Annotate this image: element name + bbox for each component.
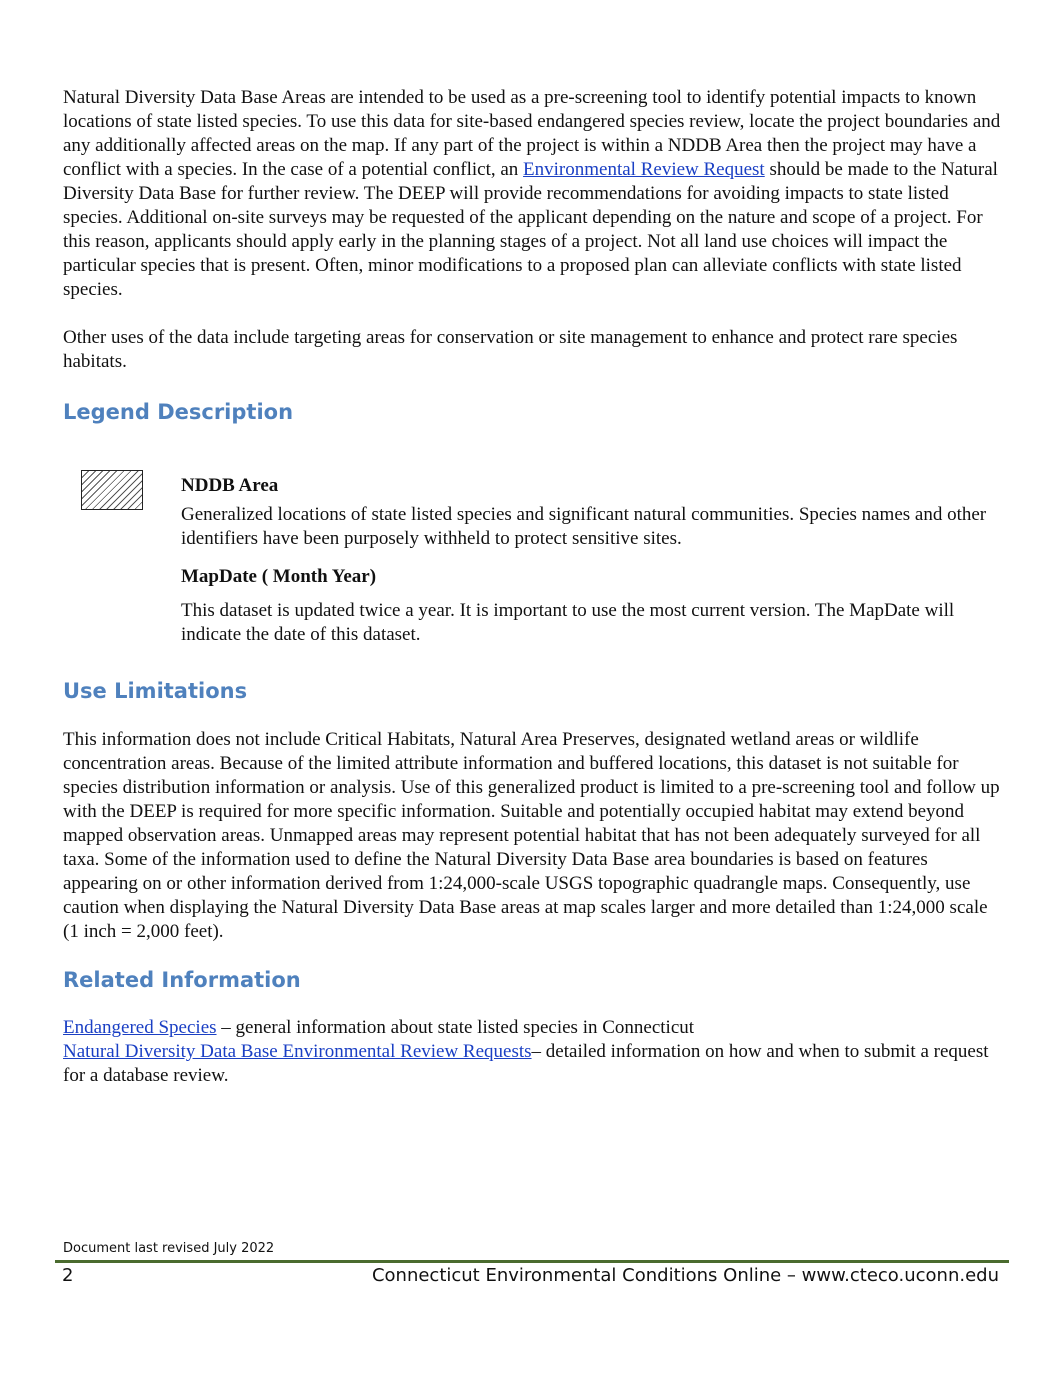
mapdate-description: This dataset is updated twice a year. It is important to use the most current version. The MapDate will indicate the date of this dataset.	[181, 600, 955, 645]
legend-item	[63, 470, 1003, 650]
use-limitations-heading: Use Limitations	[63, 679, 248, 703]
intro-paragraph	[63, 86, 1003, 302]
related-information-list	[63, 1016, 1003, 1088]
page-number: 2	[62, 1265, 74, 1286]
document-revised-note: Document last revised July 2022	[63, 1241, 275, 1256]
endangered-species-desc: – general information about state listed species in Connecticut	[216, 1017, 695, 1038]
document-body	[63, 86, 1003, 1088]
intro-text-1: Natural Diversity Data Base Areas are intended to be used as a pre-screening tool to identify potential impacts to known locations of state listed species. To use this data for site-based endangered species review, locate the project boundaries and any additionally affected areas on the map. If any part of the project is within a NDDB Area then the project may have a conflict with a species. In the case of a potential conflict, an	[63, 87, 1001, 180]
related-information-heading: Related Information	[63, 968, 301, 992]
nddb-area-title: NDDB Area	[181, 475, 279, 496]
legend-heading: Legend Description	[63, 400, 294, 424]
legend-text	[181, 474, 1001, 647]
nddb-review-requests-link[interactable]: Natural Diversity Data Base Environmental Review Requests	[63, 1041, 532, 1062]
intro-text-2: should be made to the Natural Diversity Data Base for further review. The DEEP will provide recommendations for avoiding impacts to state listed species. Additional on-site surveys may be requested of the applicant depending on the nature and scope of a project. For this reason, applicants should apply early in the planning stages of a project. Not all land use choices will impact the particular species that is present. Often, minor modifications to a proposed plan can alleviate conflicts with state listed species.	[63, 159, 998, 300]
footer-site-title: Connecticut Environmental Conditions Online – www.cteco.uconn.edu	[371, 1265, 999, 1286]
nddb-area-description: Generalized locations of state listed species and significant natural communities. Species names and other identifiers have been purposely withheld to protect sensitive sites.	[181, 504, 987, 549]
environmental-review-request-link[interactable]: Environmental Review Request	[523, 159, 765, 180]
other-uses-paragraph: Other uses of the data include targeting areas for conservation or site management to enhance and protect rare species habitats.	[63, 327, 958, 372]
use-limitations-paragraph: This information does not include Critical Habitats, Natural Area Preserves, designated wetland areas or wildlife concentration areas. Because of the limited attribute information and buffered locations, this dataset is not suitable for species distribution information or analysis. Use of this generalized product is limited to a pre-screening tool and follow up with the DEEP is required for more specific information. Suitable and potentially occupied habitat may extend beyond mapped observation areas. Unmapped areas may represent potential habitat that has not been adequately surveyed for all taxa. Some of the information used to define the Natural Diversity Data Base area boundaries is based on features appearing on or other information derived from 1:24,000-scale USGS topographic quadrangle maps. Consequently, use caution when displaying the Natural Diversity Data Base areas at map scales larger and more detailed than 1:24,000 scale (1 inch = 2,000 feet).	[63, 729, 1000, 942]
endangered-species-link[interactable]: Endangered Species	[63, 1017, 217, 1038]
nddb-area-hatch-swatch	[81, 470, 143, 510]
nddb-review-requests-desc: – detailed information on how and when to submit a request for a database review.	[63, 1041, 989, 1086]
mapdate-title: MapDate ( Month Year)	[181, 566, 377, 587]
footer-divider	[55, 1260, 1009, 1263]
